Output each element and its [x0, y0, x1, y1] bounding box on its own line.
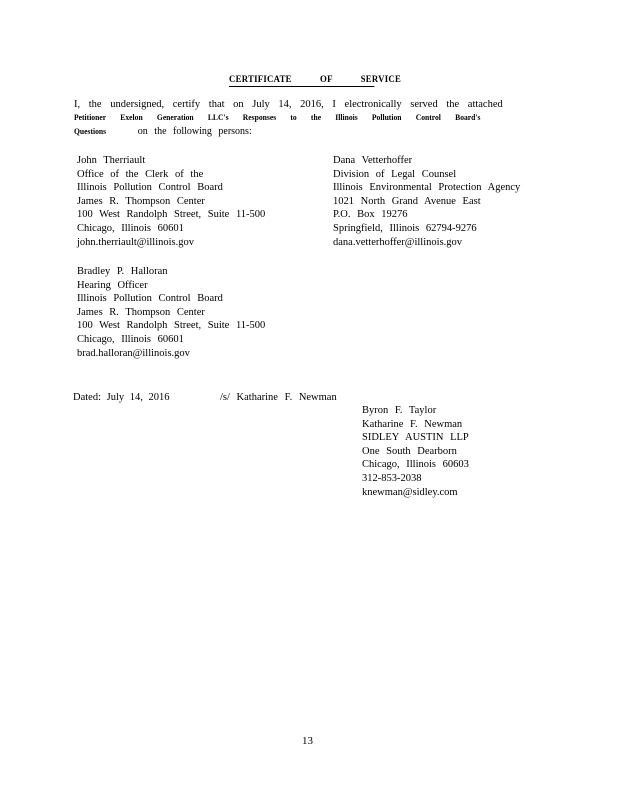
- recipient-email: brad.halloran@illinois.gov: [77, 347, 190, 359]
- recipient-line: Division of Legal Counsel: [333, 168, 457, 180]
- doc-title-word: LLC's: [207, 113, 229, 122]
- doc-title-word: Exelon: [120, 113, 143, 122]
- doc-title-word: Control: [415, 113, 441, 122]
- recipient-line: Hearing Officer: [77, 279, 148, 291]
- page-number: 13: [302, 735, 313, 747]
- intro-end: on the following persons:: [137, 126, 252, 137]
- signer-email: knewman@sidley.com: [362, 486, 458, 498]
- doc-title-word: Generation: [156, 113, 194, 122]
- signer-line: Katharine F. Newman: [362, 418, 463, 430]
- recipient-line: Bradley P. Halloran: [77, 266, 168, 277]
- recipient-line: Springfield, Illinois 62794-9276: [333, 222, 477, 234]
- doc-title-word: to: [290, 113, 297, 122]
- recipient-line: Chicago, Illinois 60601: [77, 222, 184, 234]
- recipient-block: [77, 154, 265, 249]
- signer-line: Chicago, Illinois 60603: [362, 459, 469, 471]
- doc-title-word: the: [310, 113, 322, 122]
- recipient-line: 100 West Randolph Street, Suite 11-500: [77, 320, 266, 332]
- signature: /s/ Katharine F. Newman: [220, 392, 337, 403]
- signer-line: Byron F. Taylor: [362, 405, 437, 416]
- signer-line: One South Dearborn: [362, 445, 457, 457]
- recipient-line: Illinois Pollution Control Board: [77, 293, 223, 305]
- certificate-title: CERTIFICATE OF SERVICE: [229, 75, 402, 85]
- recipient-email: dana.vetterhoffer@illinois.gov: [333, 236, 463, 248]
- signer-line: SIDLEY AUSTIN LLP: [362, 432, 469, 444]
- document-title-line: [74, 113, 481, 122]
- doc-title-word: Pollution: [371, 113, 402, 122]
- recipient-line: Illinois Environmental Protection Agency: [333, 182, 521, 194]
- recipient-line: 100 West Randolph Street, Suite 11-500: [77, 209, 266, 221]
- recipient-line: Chicago, Illinois 60601: [77, 333, 184, 345]
- doc-title-word: Illinois: [335, 113, 358, 122]
- recipient-line: Office of the Clerk of the: [77, 168, 204, 180]
- recipient-line: John Therriault: [77, 155, 146, 166]
- intro-line: I, the undersigned, certify that on July 14, 2016, I electronically served the attached: [74, 99, 503, 110]
- recipient-block: [333, 154, 520, 249]
- recipient-line: P.O. Box 19276: [333, 209, 408, 221]
- dated-line: Dated: July 14, 2016: [73, 392, 170, 403]
- recipient-line: 1021 North Grand Avenue East: [333, 195, 481, 207]
- doc-title-word: Petitioner: [74, 113, 107, 122]
- recipient-line: James R. Thompson Center: [77, 195, 205, 207]
- recipient-line: James R. Thompson Center: [77, 306, 205, 318]
- recipient-line: Illinois Pollution Control Board: [77, 182, 223, 194]
- recipient-block: [77, 265, 265, 360]
- recipient-email: john.therriault@illinois.gov: [77, 236, 194, 248]
- doc-title-word: Responses: [242, 113, 277, 122]
- intro-end-line: [74, 126, 252, 137]
- doc-title-end: Questions: [74, 127, 107, 136]
- signer-block: [362, 404, 469, 499]
- doc-title-word: Board's: [455, 113, 481, 122]
- signer-line: 312-853-2038: [362, 472, 422, 484]
- recipient-line: Dana Vetterhoffer: [333, 155, 413, 166]
